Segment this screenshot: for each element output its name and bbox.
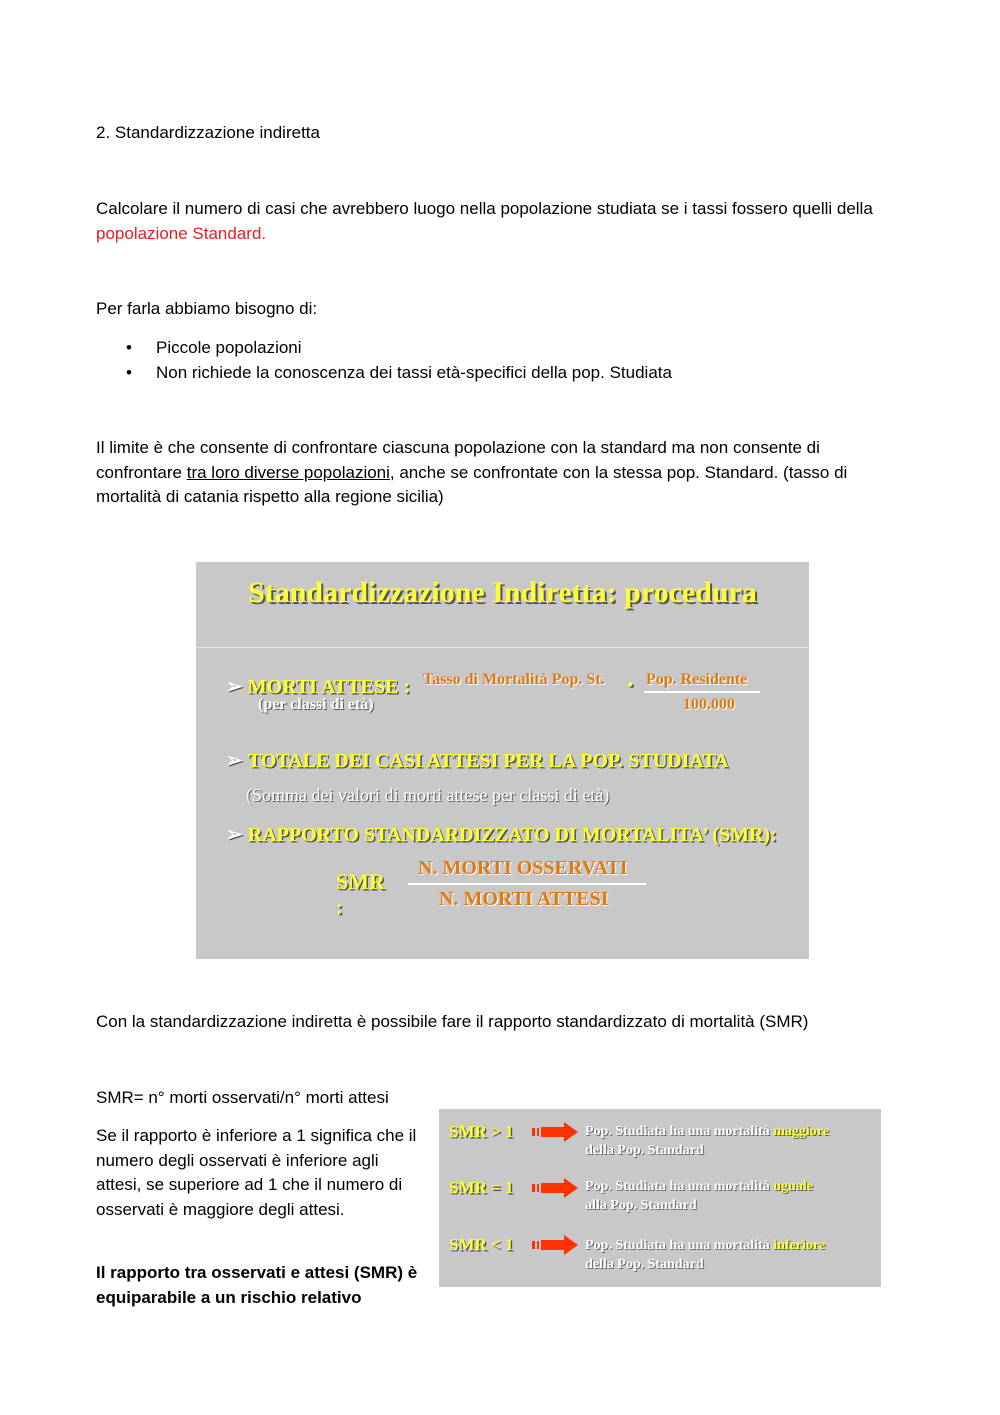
smr-keyword: uguale xyxy=(773,1179,813,1194)
limit-text-after: , anche se confrontate con la stessa pop. Standard. (tasso di mortalità di catania rispetto alla regione sicilia) xyxy=(96,462,848,506)
arrow-right-icon xyxy=(532,1178,578,1198)
needs-list xyxy=(96,335,906,385)
intro-highlight: popolazione Standard. xyxy=(96,223,267,243)
morti-attese-label: MORTI ATTESE : xyxy=(247,676,411,698)
smr-keyword: inferiore xyxy=(773,1238,826,1253)
list-item: • Non richiede la conoscenza dei tassi età-specifici della pop. Studiata xyxy=(96,360,906,385)
smr-formula: SMR= n° morti osservati/n° morti attesi xyxy=(96,1088,389,1107)
totale-row xyxy=(226,748,729,773)
morti-attese-sub: (per classi di età) xyxy=(258,696,374,713)
smr-keyword: maggiore xyxy=(773,1124,829,1139)
smr-fraction-line xyxy=(408,883,646,885)
intro-text: Calcolare il numero di casi che avrebbero luogo nella popolazione studiata se i tassi fossero quelli della xyxy=(96,199,873,218)
smr-explanation: Se il rapporto è inferiore a 1 significa che il numero degli osservati è inferiore agli attesi, se superiore ad 1 che il numero di osservati è maggiore degli attesi. xyxy=(96,1126,417,1219)
smr-symbol: SMR xyxy=(336,869,385,894)
smr-row-text: Pop. Studiata ha una mortalità maggiore della Pop. Standard xyxy=(585,1124,829,1158)
arrow-bullet-icon: ➢ xyxy=(226,824,243,846)
pop-residente: Pop. Residente xyxy=(646,671,748,688)
denominator: 100.000 xyxy=(683,696,735,713)
smr-label: RAPPORTO STANDARDIZZATO DI MORTALITA’ (SMR): xyxy=(247,824,777,846)
slide-divider xyxy=(196,647,809,648)
smr-numerator: N. MORTI OSSERVATI xyxy=(418,857,628,879)
limit-text-before: Il limite è che consente di confrontare ciascuna popolazione con la standard ma non consente di confrontare xyxy=(96,438,820,482)
smr-row-label: SMR = 1 xyxy=(449,1178,514,1197)
smr-row-label: SMR < 1 xyxy=(449,1235,514,1254)
smr-row-text: Pop. Studiata ha una mortalità uguale alla Pop. Standard xyxy=(585,1179,813,1213)
intro-paragraph xyxy=(96,197,906,246)
smr-row xyxy=(226,822,777,847)
list-item: • Piccole popolazioni xyxy=(96,335,906,360)
arrow-bullet-icon: ➢ xyxy=(226,750,243,772)
rate-label: Tasso di Mortalità Pop. St. xyxy=(423,671,605,688)
smr-sentence: Con la standardizzazione indiretta è possibile fare il rapporto standardizzato di mortalità (SMR) xyxy=(96,1012,809,1031)
smr-colon: : xyxy=(336,897,343,919)
smr-conclusion: Il rapporto tra osservati e attesi (SMR) è equiparabile a un rischio relativo xyxy=(96,1263,418,1307)
smr-row-text: Pop. Studiata ha una mortalità inferiore della Pop. Standard xyxy=(585,1238,826,1272)
section-heading: 2. Standardizzazione indiretta xyxy=(96,123,320,142)
smr-denominator: N. MORTI ATTESI xyxy=(439,888,609,910)
needs-lead: Per farla abbiamo bisogno di: xyxy=(96,299,318,318)
procedure-slide xyxy=(196,562,809,959)
smr-interpretation-slide xyxy=(439,1109,881,1287)
arrow-right-icon xyxy=(532,1235,578,1255)
fraction-line xyxy=(644,691,760,693)
limit-underlined: tra loro diverse popolazioni xyxy=(186,462,390,482)
arrow-bullet-icon: ➢ xyxy=(226,676,243,698)
smr-row-label: SMR > 1 xyxy=(449,1122,514,1141)
totale-sub: (Somma dei valori di morti attese per classi di età) xyxy=(246,785,610,805)
times-sign: · xyxy=(626,670,635,699)
totale-label: TOTALE DEI CASI ATTESI PER LA POP. STUDIATA xyxy=(247,750,729,772)
arrow-right-icon xyxy=(532,1122,578,1142)
slide-title: Standardizzazione Indiretta: procedura xyxy=(248,576,757,609)
limit-paragraph xyxy=(96,436,906,510)
